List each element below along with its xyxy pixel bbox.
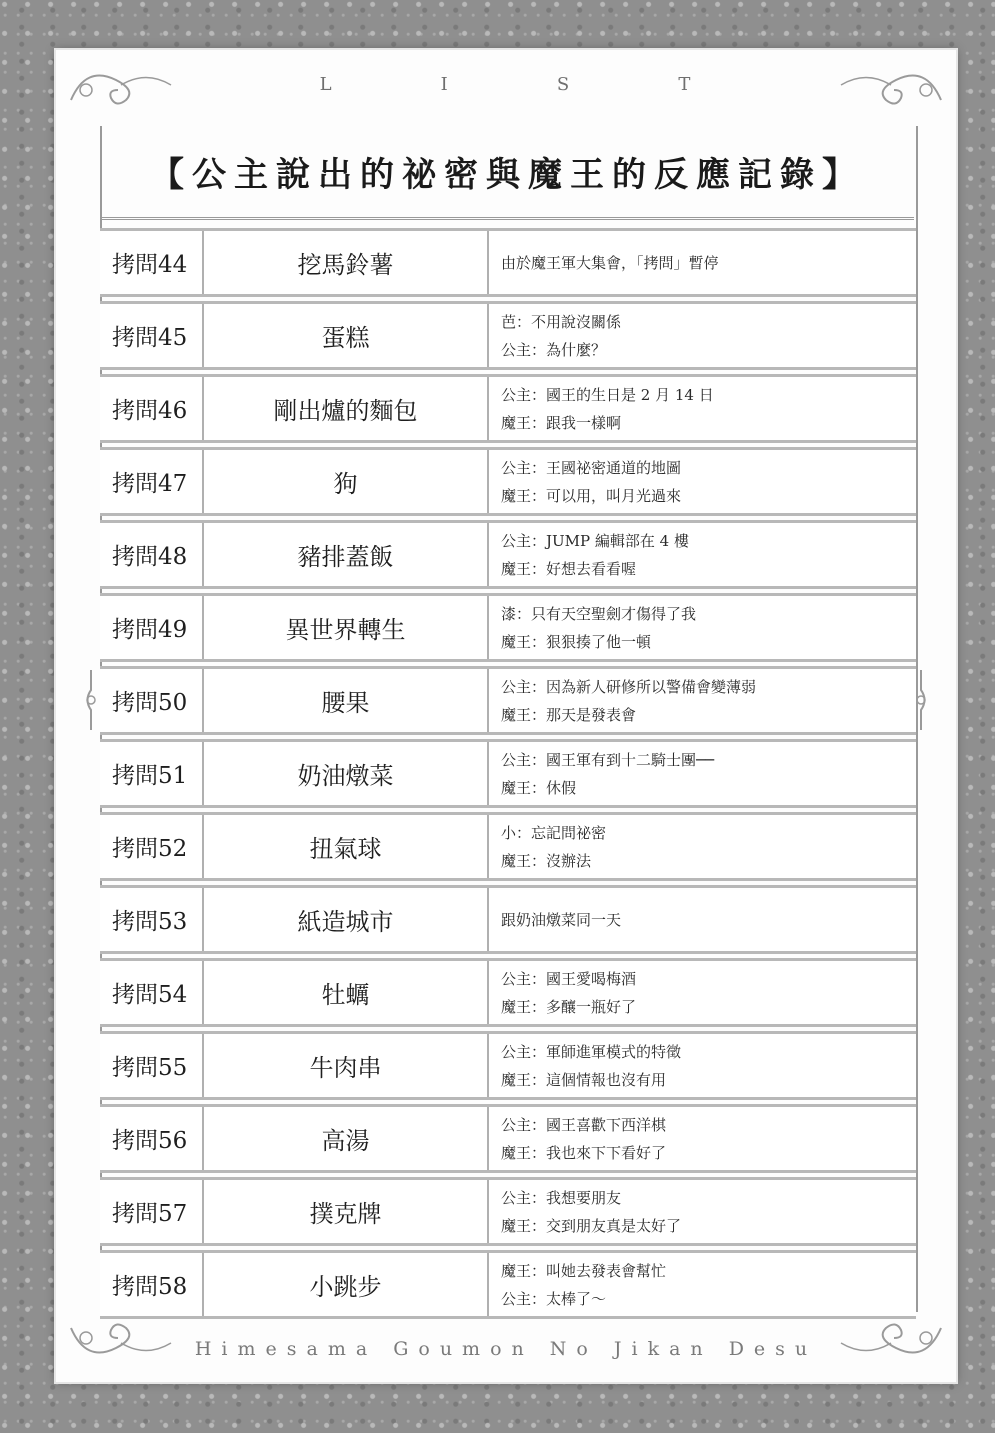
torture-number: 拷問49 (100, 596, 204, 659)
table-row (100, 301, 916, 370)
torture-number: 拷問48 (100, 523, 204, 586)
torture-number: 拷問52 (100, 815, 204, 878)
reaction-line: 魔王：多釀一瓶好了 (501, 997, 637, 1016)
torture-item: 奶油燉菜 (204, 742, 489, 805)
torture-item: 小跳步 (204, 1253, 489, 1316)
record-table (100, 228, 916, 1323)
list-header (56, 74, 956, 95)
torture-number: 拷問53 (100, 888, 204, 951)
torture-number: 拷問46 (100, 377, 204, 440)
reaction-cell (489, 1180, 916, 1243)
torture-item: 腰果 (204, 669, 489, 732)
table-row (100, 374, 916, 443)
reaction-line: 公主：因為新人研修所以警備會變薄弱 (501, 677, 757, 696)
reaction-line: 漆：只有天空聖劍才傷得了我 (501, 604, 697, 623)
reaction-line: 小：忘記問祕密 (501, 823, 607, 842)
reaction-line: 芭：不用說沒關係 (501, 312, 622, 331)
torture-item: 牛肉串 (204, 1034, 489, 1097)
reaction-line: 魔王：交到朋友真是太好了 (501, 1216, 682, 1235)
table-row (100, 666, 916, 735)
reaction-cell (489, 1253, 916, 1316)
reaction-cell (489, 742, 916, 805)
torture-number: 拷問58 (100, 1253, 204, 1316)
reaction-cell (489, 1034, 916, 1097)
side-ornament-icon (84, 670, 98, 730)
reaction-line: 公主：國王喜歡下西洋棋 (501, 1115, 667, 1134)
reaction-line: 跟奶油燉菜同一天 (501, 910, 622, 929)
torture-item: 紙造城市 (204, 888, 489, 951)
reaction-line: 魔王：跟我一樣啊 (501, 413, 622, 432)
torture-item: 剛出爐的麵包 (204, 377, 489, 440)
reaction-line: 公主：國王的生日是 2 月 14 日 (501, 385, 714, 404)
reaction-line: 魔王：我也來下下看好了 (501, 1143, 667, 1162)
header-letter: S (556, 74, 572, 95)
table-row (100, 447, 916, 516)
title-box (100, 126, 914, 220)
reaction-line: 魔王：可以用，叫月光過來 (501, 486, 682, 505)
reaction-cell (489, 596, 916, 659)
torture-item: 高湯 (204, 1107, 489, 1170)
torture-item: 牡蠣 (204, 961, 489, 1024)
table-row (100, 1250, 916, 1319)
reaction-cell (489, 377, 916, 440)
table-row (100, 1177, 916, 1246)
reaction-line: 公主：為什麼？ (501, 340, 607, 359)
reaction-cell (489, 304, 916, 367)
header-letter: I (440, 74, 450, 95)
reaction-line: 公主：JUMP 編輯部在 4 樓 (501, 531, 689, 550)
reaction-cell (489, 1107, 916, 1170)
table-row (100, 520, 916, 589)
torture-item: 蛋糕 (204, 304, 489, 367)
reaction-cell (489, 231, 916, 294)
reaction-line: 魔王：這個情報也沒有用 (501, 1070, 667, 1089)
table-row (100, 739, 916, 808)
torture-item: 挖馬鈴薯 (204, 231, 489, 294)
reaction-line: 魔王：休假 (501, 778, 577, 797)
reaction-line: 魔王：好想去看看喔 (501, 559, 637, 578)
torture-number: 拷問51 (100, 742, 204, 805)
torture-item: 狗 (204, 450, 489, 513)
table-row (100, 812, 916, 881)
paper-sheet (56, 50, 956, 1382)
table-row (100, 958, 916, 1027)
page-title: 【公主說出的祕密與魔王的反應記錄】 (150, 155, 864, 195)
table-row (100, 228, 916, 297)
torture-number: 拷問44 (100, 231, 204, 294)
header-letter: T (678, 74, 693, 95)
reaction-cell (489, 888, 916, 951)
reaction-line: 公主：國王軍有到十二騎士團── (501, 750, 715, 769)
reaction-line: 公主：王國祕密通道的地圖 (501, 458, 682, 477)
torture-number: 拷問50 (100, 669, 204, 732)
reaction-line: 由於魔王軍大集會，「拷問」暫停 (501, 253, 719, 272)
torture-number: 拷問56 (100, 1107, 204, 1170)
torture-item: 豬排蓋飯 (204, 523, 489, 586)
table-row (100, 1031, 916, 1100)
reaction-cell (489, 523, 916, 586)
torture-number: 拷問57 (100, 1180, 204, 1243)
table-row (100, 593, 916, 662)
torture-number: 拷問54 (100, 961, 204, 1024)
torture-item: 撲克牌 (204, 1180, 489, 1243)
reaction-cell (489, 815, 916, 878)
table-row (100, 885, 916, 954)
reaction-line: 魔王：叫她去發表會幫忙 (501, 1261, 667, 1280)
torture-number: 拷問55 (100, 1034, 204, 1097)
reaction-cell (489, 669, 916, 732)
reaction-line: 魔王：那天是發表會 (501, 705, 637, 724)
torture-item: 扭氣球 (204, 815, 489, 878)
torture-number: 拷問47 (100, 450, 204, 513)
reaction-cell (489, 450, 916, 513)
reaction-line: 公主：太棒了～ (501, 1289, 607, 1308)
footer-series-title: Himesama Goumon No Jikan Desu (194, 1338, 818, 1360)
header-letter: L (319, 74, 334, 95)
reaction-line: 公主：國王愛喝梅酒 (501, 969, 637, 988)
reaction-line: 魔王：沒辦法 (501, 851, 592, 870)
reaction-line: 公主：軍師進軍模式的特徵 (501, 1042, 682, 1061)
reaction-line: 魔王：狠狠揍了他一頓 (501, 632, 652, 651)
reaction-line: 公主：我想要朋友 (501, 1188, 622, 1207)
reaction-cell (489, 961, 916, 1024)
torture-number: 拷問45 (100, 304, 204, 367)
torture-item: 異世界轉生 (204, 596, 489, 659)
table-row (100, 1104, 916, 1173)
